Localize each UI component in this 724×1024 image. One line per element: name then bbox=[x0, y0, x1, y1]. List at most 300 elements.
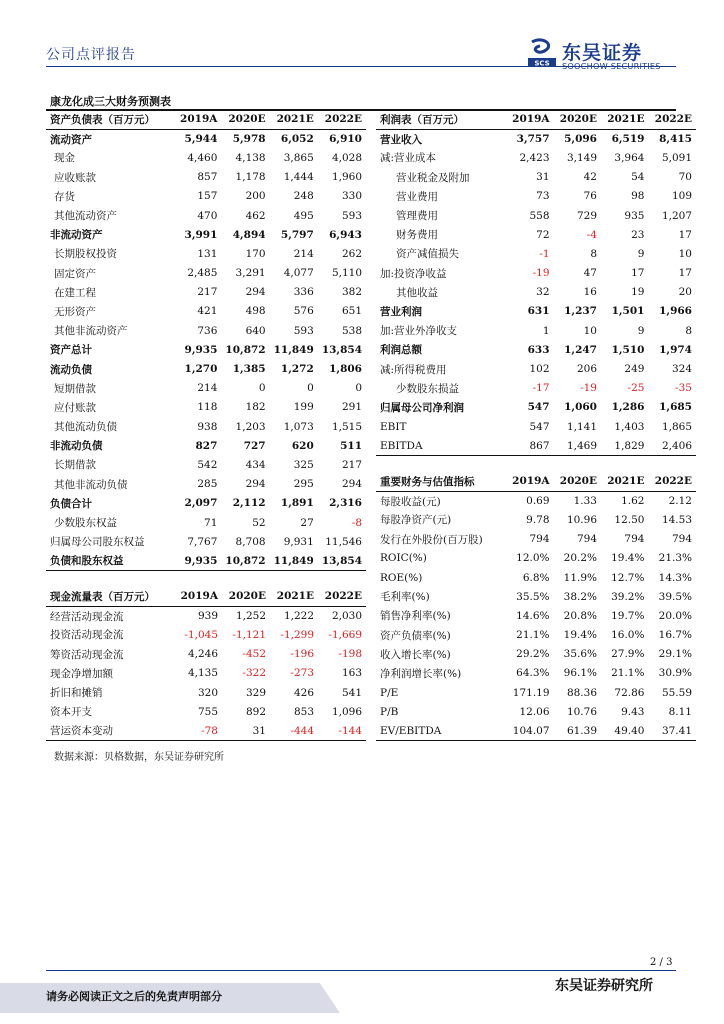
cell-value: 96.1% bbox=[563, 667, 597, 680]
ratios-year-header: 2020E bbox=[554, 472, 601, 491]
cell-value: -273 bbox=[290, 667, 314, 680]
table-row bbox=[376, 645, 696, 664]
table-row bbox=[46, 321, 366, 340]
cell-value: 434 bbox=[245, 458, 266, 471]
row-label: 负债和股东权益 bbox=[46, 551, 174, 570]
row-label: 减:营业成本 bbox=[380, 152, 437, 165]
row-label: 短期借款 bbox=[54, 382, 96, 395]
cell-value: 1,806 bbox=[329, 363, 362, 376]
cell-value: 1,252 bbox=[235, 610, 266, 623]
row-label: 少数股东损益 bbox=[396, 382, 459, 395]
row-label: 长期借款 bbox=[54, 459, 96, 472]
cashflow-year-header: 2020E bbox=[222, 587, 270, 606]
cell-value: 16.0% bbox=[611, 629, 645, 642]
cell-value: 538 bbox=[341, 324, 362, 337]
cell-value: 285 bbox=[197, 478, 218, 491]
cell-value: 295 bbox=[293, 478, 314, 491]
cell-value: 1,865 bbox=[661, 420, 692, 433]
cell-value: 294 bbox=[245, 478, 266, 491]
cell-value: 13,854 bbox=[321, 343, 362, 356]
cell-value: 54 bbox=[631, 171, 645, 184]
cell-value: 547 bbox=[527, 401, 550, 414]
cell-value: -1,299 bbox=[280, 628, 314, 641]
cell-value: 109 bbox=[671, 190, 692, 203]
cell-value: 182 bbox=[245, 401, 266, 414]
cell-value: -196 bbox=[290, 648, 314, 661]
table-row bbox=[376, 549, 696, 568]
report-type-title: 公司点评报告 bbox=[46, 47, 136, 63]
cell-value: 470 bbox=[197, 209, 218, 222]
footer-divider bbox=[46, 970, 676, 971]
table-row bbox=[46, 532, 366, 551]
balance-header-row bbox=[46, 110, 366, 129]
cell-value: 1,141 bbox=[566, 420, 597, 433]
cell-value: 14.6% bbox=[516, 609, 550, 622]
cell-value: 1 bbox=[542, 324, 550, 337]
table-row bbox=[46, 645, 366, 664]
cell-value: 9,931 bbox=[283, 535, 314, 548]
cell-value: 3,149 bbox=[566, 151, 597, 164]
cell-value: 2,423 bbox=[519, 151, 550, 164]
cell-value: 1,966 bbox=[659, 305, 692, 318]
cell-value: 8.11 bbox=[668, 705, 692, 718]
cell-value: 1,510 bbox=[611, 343, 645, 356]
cell-value: 12.06 bbox=[519, 705, 550, 718]
cell-value: 30.9% bbox=[658, 667, 692, 680]
cashflow-table-title: 现金流量表（百万元） bbox=[46, 587, 174, 606]
row-label: 加:营业外净收支 bbox=[380, 325, 458, 338]
cell-value: 1,096 bbox=[331, 705, 362, 718]
cell-value: 4,138 bbox=[235, 151, 266, 164]
cell-value: 631 bbox=[527, 305, 550, 318]
cell-value: 10,872 bbox=[225, 343, 266, 356]
cell-value: 31 bbox=[536, 171, 550, 184]
table-row bbox=[46, 283, 366, 302]
cell-value: 35.6% bbox=[563, 648, 597, 661]
cell-value: 3,865 bbox=[283, 151, 314, 164]
cell-value: 939 bbox=[197, 610, 218, 623]
row-label: 营业税金及附加 bbox=[396, 171, 470, 184]
row-label: 现金 bbox=[54, 152, 75, 165]
row-label: 资产负债率(%) bbox=[380, 629, 451, 642]
row-label: 负债合计 bbox=[50, 497, 92, 510]
row-label: 收入增长率(%) bbox=[380, 648, 451, 661]
cell-value: 7,767 bbox=[187, 535, 218, 548]
logo-mark-text: SCS bbox=[534, 59, 550, 68]
cell-value: 320 bbox=[197, 686, 218, 699]
table-row bbox=[46, 302, 366, 321]
cell-value: -8 bbox=[351, 516, 362, 529]
cell-value: 12.0% bbox=[516, 552, 550, 565]
cell-value: 10,872 bbox=[221, 551, 269, 570]
table-row bbox=[376, 568, 696, 587]
balance-year-header: 2019A bbox=[174, 110, 222, 129]
cell-value: 27.9% bbox=[611, 648, 645, 661]
cell-value: 1,469 bbox=[554, 436, 601, 455]
cell-value: 3,757 bbox=[516, 133, 550, 146]
table-row bbox=[46, 340, 366, 359]
page-number: 2 / 3 bbox=[650, 957, 673, 968]
cell-value: 0.69 bbox=[526, 495, 550, 508]
row-label: 营运资本变动 bbox=[46, 721, 174, 740]
income-year-header: 2020E bbox=[554, 110, 601, 129]
cell-value: 20.0% bbox=[658, 609, 692, 622]
cell-value: 19.4% bbox=[611, 552, 645, 565]
cell-value: 217 bbox=[197, 286, 218, 299]
table-row bbox=[376, 225, 696, 244]
cell-value: 12.7% bbox=[611, 571, 645, 584]
cell-value: 9,935 bbox=[174, 551, 222, 570]
cell-value: 17 bbox=[631, 267, 645, 280]
row-label: 应付账款 bbox=[54, 401, 96, 414]
cell-value: 294 bbox=[341, 478, 362, 491]
cash-flow-table bbox=[46, 587, 366, 741]
cell-value: 736 bbox=[197, 324, 218, 337]
cell-value: -78 bbox=[174, 721, 222, 740]
row-label: 营业收入 bbox=[380, 133, 422, 146]
cell-value: 2.12 bbox=[668, 495, 692, 508]
cell-value: 3,291 bbox=[235, 267, 266, 280]
cell-value: 1,501 bbox=[611, 305, 645, 318]
cell-value: -1,669 bbox=[328, 628, 362, 641]
cell-value: 42 bbox=[583, 171, 597, 184]
cell-value: -1,045 bbox=[184, 628, 218, 641]
cell-value: -19 bbox=[580, 382, 597, 395]
cell-value: 4,894 bbox=[232, 228, 266, 241]
cell-value: 19 bbox=[631, 286, 645, 299]
cell-value: 29.2% bbox=[516, 648, 550, 661]
row-label: 其他非流动负债 bbox=[54, 478, 128, 491]
cell-value: 1,960 bbox=[331, 171, 362, 184]
row-label: 流动资产 bbox=[50, 133, 92, 146]
cell-value: 794 bbox=[576, 533, 597, 546]
forecast-table-caption: 康龙化成三大财务预测表 bbox=[50, 95, 171, 108]
cell-value: 3,991 bbox=[184, 228, 218, 241]
cell-value: 70 bbox=[678, 171, 692, 184]
income-table-title: 利润表（百万元） bbox=[376, 110, 506, 129]
row-label: 发行在外股份(百万股) bbox=[380, 533, 483, 546]
table-row bbox=[46, 225, 366, 244]
row-label: 销售净利率(%) bbox=[380, 610, 451, 623]
cell-value: 938 bbox=[197, 420, 218, 433]
cell-value: 2,112 bbox=[232, 497, 266, 510]
table-row bbox=[376, 244, 696, 263]
cashflow-header-row bbox=[46, 587, 366, 606]
cell-value: 3,964 bbox=[614, 151, 645, 164]
cell-value: 4,135 bbox=[187, 667, 218, 680]
cell-value: 9 bbox=[637, 324, 645, 337]
cell-value: 6,519 bbox=[611, 133, 645, 146]
cell-value: 104.07 bbox=[506, 721, 553, 740]
cell-value: 72 bbox=[536, 228, 550, 241]
cell-value: 217 bbox=[341, 458, 362, 471]
cell-value: 794 bbox=[624, 533, 645, 546]
cell-value: 39.5% bbox=[658, 590, 692, 603]
row-label: 无形资产 bbox=[54, 305, 96, 318]
row-label: 在建工程 bbox=[54, 286, 96, 299]
cell-value: 170 bbox=[245, 247, 266, 260]
cell-value: 31 bbox=[222, 721, 270, 740]
cell-value: 214 bbox=[293, 247, 314, 260]
cell-value: 426 bbox=[293, 686, 314, 699]
cell-value: -17 bbox=[532, 382, 550, 395]
cell-value: 727 bbox=[243, 439, 266, 452]
cell-value: 27 bbox=[300, 516, 314, 529]
row-label: 其他流动资产 bbox=[54, 210, 117, 223]
table-row bbox=[376, 321, 696, 340]
cell-value: 12.50 bbox=[614, 513, 645, 526]
row-label: P/B bbox=[380, 705, 399, 718]
cell-value: 1,685 bbox=[659, 401, 692, 414]
table-row bbox=[376, 206, 696, 225]
ratios-year-header: 2021E bbox=[601, 472, 648, 491]
table-row bbox=[46, 494, 366, 513]
cell-value: 1,829 bbox=[601, 436, 648, 455]
row-label: 其他流动负债 bbox=[54, 421, 117, 434]
table-row bbox=[376, 398, 696, 417]
table-row bbox=[376, 626, 696, 645]
row-label: 现金净增加额 bbox=[50, 667, 113, 680]
cell-value: 8 bbox=[590, 247, 597, 260]
cell-value: 755 bbox=[197, 705, 218, 718]
cell-value: 593 bbox=[293, 324, 314, 337]
cell-value: 462 bbox=[245, 209, 266, 222]
table-row bbox=[376, 283, 696, 302]
cell-value: 1,515 bbox=[331, 420, 362, 433]
row-label: 非流动资产 bbox=[50, 229, 103, 242]
logo-mark-icon bbox=[528, 38, 556, 68]
cell-value: 13,854 bbox=[318, 551, 366, 570]
cell-value: 593 bbox=[341, 209, 362, 222]
cell-value: 1,237 bbox=[564, 305, 597, 318]
cell-value: 131 bbox=[197, 247, 218, 260]
income-header-row bbox=[376, 110, 696, 129]
row-label: 每股净资产(元) bbox=[380, 514, 452, 527]
row-label: 归属母公司净利润 bbox=[380, 401, 464, 414]
cell-value: 291 bbox=[341, 401, 362, 414]
cell-value: 5,944 bbox=[184, 133, 218, 146]
ratios-header-row bbox=[376, 472, 696, 491]
table-row bbox=[46, 683, 366, 702]
cell-value: 6,943 bbox=[329, 228, 362, 241]
cell-value: 16 bbox=[583, 286, 597, 299]
table-row bbox=[376, 417, 696, 436]
cell-value: 935 bbox=[624, 209, 645, 222]
cell-value: 5,978 bbox=[232, 133, 266, 146]
cell-value: 11,546 bbox=[325, 535, 362, 548]
cell-value: -144 bbox=[318, 721, 366, 740]
cell-value: 72.86 bbox=[614, 686, 645, 699]
cell-value: 262 bbox=[341, 247, 362, 260]
table-row bbox=[46, 398, 366, 417]
cell-value: 5,797 bbox=[280, 228, 314, 241]
table-row bbox=[46, 455, 366, 474]
table-row bbox=[46, 244, 366, 263]
financial-ratios-table bbox=[376, 472, 696, 741]
cell-value: 9,935 bbox=[184, 343, 218, 356]
cell-value: 73 bbox=[536, 190, 550, 203]
balance-year-header: 2022E bbox=[318, 110, 366, 129]
cell-value: 8,708 bbox=[235, 535, 266, 548]
cell-value: 576 bbox=[293, 305, 314, 318]
cell-value: 1,270 bbox=[184, 363, 218, 376]
cell-value: 421 bbox=[197, 305, 218, 318]
cell-value: 49.40 bbox=[601, 721, 648, 740]
cell-value: 20.2% bbox=[563, 552, 597, 565]
row-label: 折旧和摊销 bbox=[50, 687, 103, 700]
balance-year-header: 2021E bbox=[270, 110, 318, 129]
cell-value: 52 bbox=[252, 516, 266, 529]
cell-value: -4 bbox=[586, 228, 597, 241]
cell-value: -452 bbox=[242, 648, 266, 661]
cell-value: 651 bbox=[341, 305, 362, 318]
row-label: 资本开支 bbox=[50, 706, 92, 719]
cell-value: 10.76 bbox=[566, 705, 597, 718]
cell-value: 206 bbox=[576, 363, 597, 376]
cell-value: 10.96 bbox=[566, 513, 597, 526]
cell-value: 88.36 bbox=[566, 686, 597, 699]
cell-value: 8,415 bbox=[659, 133, 692, 146]
table-row bbox=[46, 264, 366, 283]
table-row bbox=[376, 129, 696, 148]
row-label: ROIC(%) bbox=[380, 552, 427, 565]
cell-value: 4,028 bbox=[331, 151, 362, 164]
cell-value: -1,121 bbox=[232, 628, 266, 641]
cell-value: 2,316 bbox=[329, 497, 362, 510]
cell-value: 10 bbox=[678, 247, 692, 260]
cell-value: -19 bbox=[532, 267, 550, 280]
cell-value: 329 bbox=[245, 686, 266, 699]
table-row bbox=[46, 513, 366, 532]
cell-value: 1,444 bbox=[283, 171, 314, 184]
ratios-year-header: 2022E bbox=[648, 472, 696, 491]
cell-value: 1,272 bbox=[280, 363, 314, 376]
cell-value: 157 bbox=[197, 190, 218, 203]
cell-value: 1,073 bbox=[283, 420, 314, 433]
row-label: 流动负债 bbox=[50, 363, 92, 376]
cell-value: 1,178 bbox=[235, 171, 266, 184]
table-row bbox=[376, 436, 696, 455]
cell-value: 857 bbox=[197, 171, 218, 184]
table-row bbox=[46, 436, 366, 455]
cell-value: 29.1% bbox=[658, 648, 692, 661]
balance-table-title: 资产负债表（百万元） bbox=[46, 110, 174, 129]
table-row bbox=[376, 168, 696, 187]
cell-value: 336 bbox=[293, 286, 314, 299]
row-label: 利润总额 bbox=[380, 344, 422, 357]
cell-value: 794 bbox=[671, 533, 692, 546]
table-row bbox=[46, 664, 366, 683]
cell-value: 249 bbox=[624, 363, 645, 376]
cell-value: 294 bbox=[245, 286, 266, 299]
row-label: 存货 bbox=[54, 190, 75, 203]
cell-value: 102 bbox=[529, 363, 550, 376]
row-label: 减:所得税费用 bbox=[380, 363, 447, 376]
row-label: 每股收益(元) bbox=[380, 495, 441, 508]
table-row bbox=[376, 491, 696, 510]
cell-value: 35.5% bbox=[516, 590, 550, 603]
cell-value: 11,849 bbox=[270, 551, 318, 570]
cell-value: 17 bbox=[678, 267, 692, 280]
row-label: 管理费用 bbox=[396, 210, 438, 223]
cell-value: -35 bbox=[675, 382, 692, 395]
cell-value: 2,030 bbox=[331, 610, 362, 623]
cell-value: 47 bbox=[583, 267, 597, 280]
row-label: 资产总计 bbox=[50, 344, 92, 357]
cell-value: 6.8% bbox=[522, 571, 550, 584]
cell-value: 163 bbox=[341, 667, 362, 680]
cell-value: 37.41 bbox=[648, 721, 696, 740]
cell-value: 55.59 bbox=[661, 686, 692, 699]
cell-value: 5,091 bbox=[661, 151, 692, 164]
cell-value: 853 bbox=[293, 705, 314, 718]
cell-value: 1,974 bbox=[659, 343, 692, 356]
row-label: EV/EBITDA bbox=[376, 721, 506, 740]
cell-value: 827 bbox=[195, 439, 218, 452]
row-label: 非流动负债 bbox=[50, 440, 103, 453]
cell-value: 4,077 bbox=[283, 267, 314, 280]
row-label: 营业利润 bbox=[380, 305, 422, 318]
disclaimer-note: 请务必阅读正文之后的免责声明部分 bbox=[46, 990, 222, 1003]
row-label: 经营活动现金流 bbox=[50, 610, 124, 623]
footer-organization: 东吴证券研究所 bbox=[555, 978, 653, 994]
cell-value: 9.78 bbox=[526, 513, 550, 526]
table-row bbox=[46, 721, 366, 740]
cell-value: 17 bbox=[678, 228, 692, 241]
cell-value: 511 bbox=[340, 439, 362, 452]
income-statement-table bbox=[376, 110, 696, 456]
income-year-header: 2021E bbox=[601, 110, 648, 129]
cell-value: 1,060 bbox=[564, 401, 597, 414]
cell-value: 20.8% bbox=[563, 609, 597, 622]
income-year-header: 2022E bbox=[648, 110, 696, 129]
cell-value: 23 bbox=[631, 228, 645, 241]
cell-value: 19.7% bbox=[611, 609, 645, 622]
cell-value: 1,286 bbox=[611, 401, 645, 414]
cell-value: 200 bbox=[245, 190, 266, 203]
table-row bbox=[376, 606, 696, 625]
balance-sheet-table bbox=[46, 110, 366, 571]
row-label: 净利润增长率(%) bbox=[380, 667, 462, 680]
table-row bbox=[376, 664, 696, 683]
cell-value: 4,460 bbox=[187, 151, 218, 164]
logo-chinese-name: 东吴证券 bbox=[562, 42, 643, 64]
cell-value: 38.2% bbox=[563, 590, 597, 603]
cell-value: 21.1% bbox=[611, 667, 645, 680]
cell-value: 61.39 bbox=[554, 721, 601, 740]
table-row bbox=[46, 606, 366, 625]
cell-value: 171.19 bbox=[512, 686, 550, 699]
table-row bbox=[376, 721, 696, 740]
row-label: 资产减值损失 bbox=[396, 248, 459, 261]
table-row bbox=[376, 379, 696, 398]
cell-value: 9 bbox=[637, 247, 645, 260]
row-label: 投资活动现金流 bbox=[50, 629, 124, 642]
table-row bbox=[376, 187, 696, 206]
ratios-table-title: 重要财务与估值指标 bbox=[376, 472, 506, 491]
cell-value: 1,403 bbox=[614, 420, 645, 433]
cell-value: 325 bbox=[293, 458, 314, 471]
cell-value: 20 bbox=[678, 286, 692, 299]
logo-english-name: SOOCHOW SECURITIES bbox=[562, 61, 661, 71]
cell-value: -322 bbox=[242, 667, 266, 680]
cell-value: 5,110 bbox=[331, 267, 362, 280]
cashflow-year-header: 2021E bbox=[270, 587, 318, 606]
cell-value: 10 bbox=[583, 324, 597, 337]
cell-value: -25 bbox=[627, 382, 645, 395]
cell-value: 64.3% bbox=[516, 667, 550, 680]
table-row bbox=[376, 340, 696, 359]
